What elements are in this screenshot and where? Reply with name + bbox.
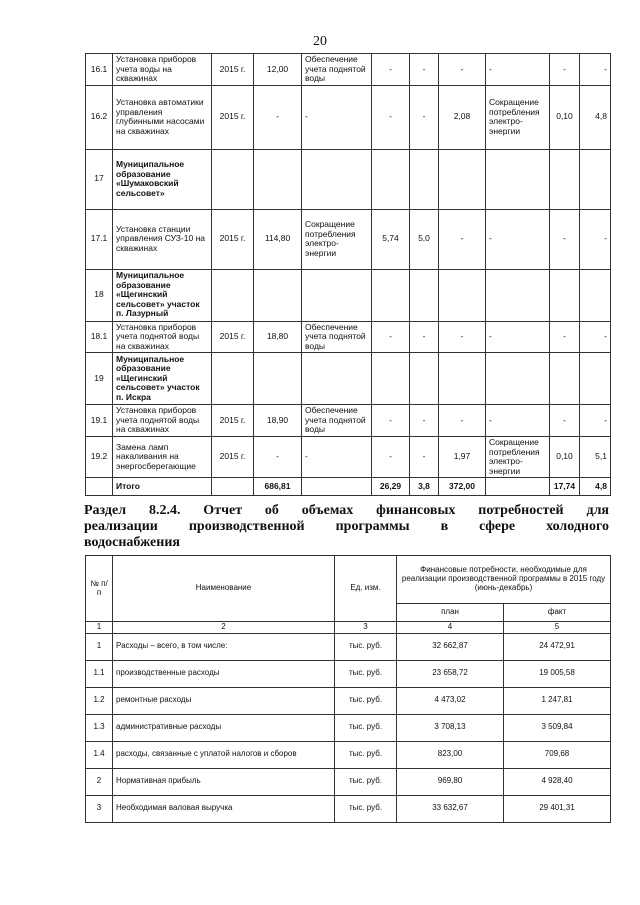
colnum-4: 4 [397, 622, 504, 634]
cell-fact: 19 005,58 [504, 660, 611, 687]
cell-c2 [410, 269, 439, 321]
table-row [86, 353, 611, 405]
cell-c5: - [550, 405, 580, 437]
cell-c6: - [580, 209, 611, 269]
cell-fact: 3 509,84 [504, 714, 611, 741]
cell-c5 [550, 149, 580, 209]
cell-name: Нормативная прибыль [113, 768, 335, 795]
section-heading-line3: водоснабжения [84, 535, 180, 550]
cell-c2: - [410, 437, 439, 478]
table-row [86, 795, 611, 822]
cell-name: Установка приборов учета воды на скважинах [113, 54, 212, 86]
cell-effect: Обеспечение учета поднятой воды [302, 321, 372, 353]
cell-c4 [486, 478, 550, 496]
cell-c3: - [439, 209, 486, 269]
cell-year: 2015 г. [212, 405, 254, 437]
cell-unit: тыс. руб. [335, 768, 397, 795]
table-row [86, 478, 611, 496]
cell-effect: Обеспечение учета поднятой воды [302, 405, 372, 437]
cell-c4 [486, 149, 550, 209]
cell-effect: Обеспечение учета поднятой воды [302, 54, 372, 86]
table-row [86, 405, 611, 437]
measures-table [85, 53, 611, 496]
table-row [86, 209, 611, 269]
cell-c4: - [486, 321, 550, 353]
cell-c3 [439, 149, 486, 209]
cell-fact: 29 401,31 [504, 795, 611, 822]
cell-fact: 1 247,81 [504, 687, 611, 714]
cell-c4 [486, 353, 550, 405]
cell-cost: 686,81 [254, 478, 302, 496]
colnum-2: 2 [113, 622, 335, 634]
cell-year [212, 269, 254, 321]
cell-c4: - [486, 54, 550, 86]
colnum-5: 5 [504, 622, 611, 634]
cell-unit: тыс. руб. [335, 633, 397, 660]
cell-c2 [410, 149, 439, 209]
cell-c2: - [410, 85, 439, 149]
cell-c4 [486, 269, 550, 321]
cell-plan: 823,00 [397, 741, 504, 768]
cell-c1: - [372, 85, 410, 149]
cell-num: 1.1 [86, 660, 113, 687]
cell-c2: 3,8 [410, 478, 439, 496]
cell-name: Установка станции управления СУЗ-10 на скважинах [113, 209, 212, 269]
cell-c5: 17,74 [550, 478, 580, 496]
cell-c6: 4,8 [580, 85, 611, 149]
header-plan: план [397, 604, 504, 622]
cell-effect [302, 353, 372, 405]
cell-year: 2015 г. [212, 209, 254, 269]
header-unit: Ед. изм. [335, 556, 397, 622]
cell-plan: 23 658,72 [397, 660, 504, 687]
cell-c1 [372, 353, 410, 405]
table-row [86, 687, 611, 714]
cell-effect: Сокращение потребления электро-энергии [302, 209, 372, 269]
cell-num: 1 [86, 633, 113, 660]
financial-needs-table [85, 555, 611, 823]
cell-c3 [439, 269, 486, 321]
cell-year [212, 353, 254, 405]
colnum-1: 1 [86, 622, 113, 634]
cell-name: Расходы – всего, в том числе: [113, 633, 335, 660]
cell-unit: тыс. руб. [335, 795, 397, 822]
cell-plan: 3 708,13 [397, 714, 504, 741]
section-heading-line1: Раздел 8.2.4. Отчет об объемах финансовых потребностей для [84, 503, 609, 518]
header-finance: Финансовые потребности, необходимые для реализации производственной программы в 2015 году (июнь-декабрь) [397, 556, 611, 604]
cell-unit: тыс. руб. [335, 687, 397, 714]
colnum-3: 3 [335, 622, 397, 634]
cell-num: 16.1 [86, 54, 113, 86]
cell-unit: тыс. руб. [335, 714, 397, 741]
cell-c1 [372, 149, 410, 209]
cell-c1: 5,74 [372, 209, 410, 269]
cell-num: 17 [86, 149, 113, 209]
cell-year: 2015 г. [212, 321, 254, 353]
cell-year: 2015 г. [212, 437, 254, 478]
cell-c3: 1,97 [439, 437, 486, 478]
cell-c3: - [439, 54, 486, 86]
cell-num: 18.1 [86, 321, 113, 353]
cell-c6 [580, 269, 611, 321]
cell-effect [302, 269, 372, 321]
cell-c4: - [486, 405, 550, 437]
cell-c2: - [410, 54, 439, 86]
cell-name: Установка приборов учета поднятой воды на скважинах [113, 321, 212, 353]
cell-c6 [580, 353, 611, 405]
cell-c5: - [550, 209, 580, 269]
cell-name: Замена ламп накаливания на энергосберегающие [113, 437, 212, 478]
cell-name: Муниципальное образование «Щегинский сельсовет» участок п. Искра [113, 353, 212, 405]
cell-num: 18 [86, 269, 113, 321]
section-heading [84, 503, 609, 551]
cell-c4: Сокращение потребления электро-энергии [486, 85, 550, 149]
cell-c6: - [580, 54, 611, 86]
cell-effect: - [302, 85, 372, 149]
table-row [86, 437, 611, 478]
cell-num: 19.1 [86, 405, 113, 437]
cell-c6: 5,1 [580, 437, 611, 478]
cell-name: производственные расходы [113, 660, 335, 687]
cell-c1: - [372, 54, 410, 86]
cell-effect [302, 478, 372, 496]
cell-c1 [372, 269, 410, 321]
table-row [86, 149, 611, 209]
section-heading-line2: реализации производственной программы в сфере холодного [84, 519, 609, 534]
cell-cost: 12,00 [254, 54, 302, 86]
table-row [86, 321, 611, 353]
cell-c4: - [486, 209, 550, 269]
cell-name: Муниципальное образование «Щегинский сельсовет» участок п. Лазурный [113, 269, 212, 321]
cell-num: 3 [86, 795, 113, 822]
cell-cost: - [254, 85, 302, 149]
cell-plan: 33 632,67 [397, 795, 504, 822]
cell-name: Необходимая валовая выручка [113, 795, 335, 822]
cell-year: 2015 г. [212, 85, 254, 149]
cell-c5: 0,10 [550, 85, 580, 149]
cell-cost: 114,80 [254, 209, 302, 269]
cell-name: Муниципальное образование «Шумаковский сельсовет» [113, 149, 212, 209]
cell-cost [254, 353, 302, 405]
cell-effect [302, 149, 372, 209]
header-num: № п/п [86, 556, 113, 622]
cell-num: 1.3 [86, 714, 113, 741]
cell-name: Установка автоматики управления глубинными насосами на скважинах [113, 85, 212, 149]
cell-c2: - [410, 321, 439, 353]
cell-c3 [439, 353, 486, 405]
table-row [86, 768, 611, 795]
table-row [86, 54, 611, 86]
table-row [86, 741, 611, 768]
header-fact: факт [504, 604, 611, 622]
cell-c2 [410, 353, 439, 405]
cell-c4: Сокращение потребления электро-энергии [486, 437, 550, 478]
cell-c3: 372,00 [439, 478, 486, 496]
cell-plan: 4 473,02 [397, 687, 504, 714]
cell-name: Итого [113, 478, 212, 496]
cell-num: 1.4 [86, 741, 113, 768]
cell-unit: тыс. руб. [335, 660, 397, 687]
cell-year [212, 478, 254, 496]
cell-num: 19.2 [86, 437, 113, 478]
header-name: Наименование [113, 556, 335, 622]
cell-name: административные расходы [113, 714, 335, 741]
cell-c1: - [372, 321, 410, 353]
cell-c1: 26,29 [372, 478, 410, 496]
cell-c6 [580, 149, 611, 209]
cell-num: 17.1 [86, 209, 113, 269]
page-number: 20 [313, 34, 327, 49]
cell-num: 16.2 [86, 85, 113, 149]
cell-c2: 5,0 [410, 209, 439, 269]
cell-c5: - [550, 54, 580, 86]
cell-name: Установка приборов учета поднятой воды на скважинах [113, 405, 212, 437]
cell-fact: 4 928,40 [504, 768, 611, 795]
cell-c3: - [439, 405, 486, 437]
cell-c6: 4,8 [580, 478, 611, 496]
table-row [86, 85, 611, 149]
cell-num: 19 [86, 353, 113, 405]
cell-c5: - [550, 321, 580, 353]
cell-cost: 18,80 [254, 321, 302, 353]
table-row [86, 269, 611, 321]
cell-plan: 32 662,87 [397, 633, 504, 660]
cell-plan: 969,80 [397, 768, 504, 795]
cell-c5 [550, 269, 580, 321]
cell-num: 1.2 [86, 687, 113, 714]
table-row [86, 660, 611, 687]
cell-num [86, 478, 113, 496]
cell-c5 [550, 353, 580, 405]
cell-name: расходы, связанные с уплатой налогов и сборов [113, 741, 335, 768]
cell-cost: - [254, 437, 302, 478]
cell-cost [254, 149, 302, 209]
cell-name: ремонтные расходы [113, 687, 335, 714]
table-row [86, 714, 611, 741]
table-row [86, 633, 611, 660]
cell-c6: - [580, 321, 611, 353]
cell-c1: - [372, 405, 410, 437]
cell-c3: - [439, 321, 486, 353]
cell-fact: 709,68 [504, 741, 611, 768]
cell-c1: - [372, 437, 410, 478]
cell-cost [254, 269, 302, 321]
cell-num: 2 [86, 768, 113, 795]
cell-c6: - [580, 405, 611, 437]
cell-fact: 24 472,91 [504, 633, 611, 660]
cell-unit: тыс. руб. [335, 741, 397, 768]
cell-cost: 18,90 [254, 405, 302, 437]
cell-c3: 2,08 [439, 85, 486, 149]
cell-effect: - [302, 437, 372, 478]
cell-c5: 0,10 [550, 437, 580, 478]
cell-c2: - [410, 405, 439, 437]
cell-year: 2015 г. [212, 54, 254, 86]
cell-year [212, 149, 254, 209]
